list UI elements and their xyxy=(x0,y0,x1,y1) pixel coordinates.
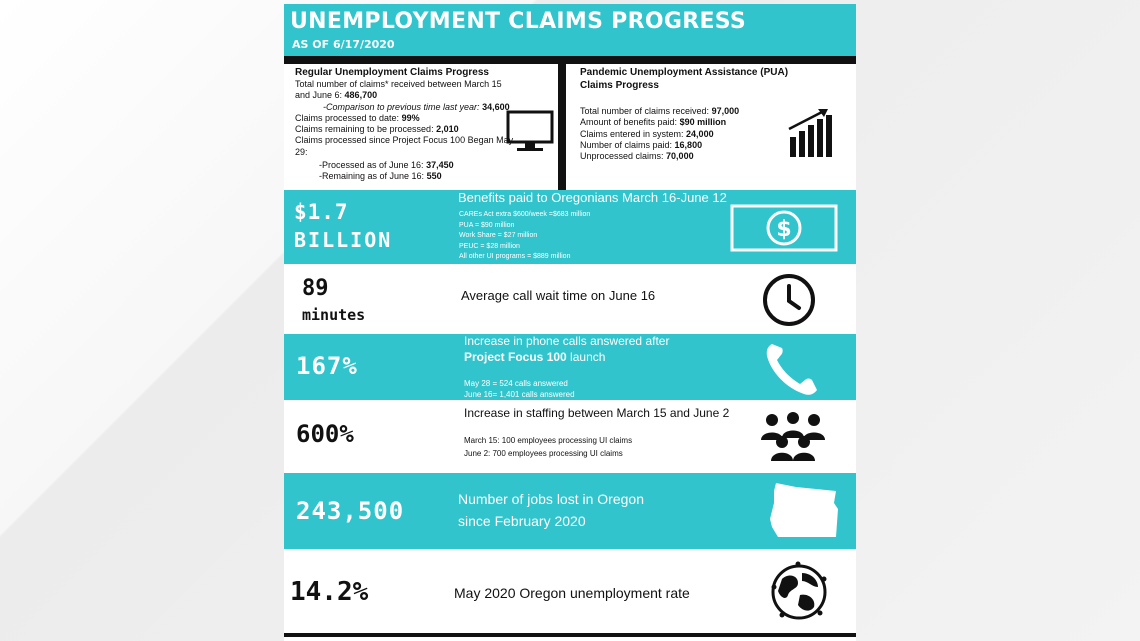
dollar-bill-icon xyxy=(730,204,838,252)
pua-received: Total number of claims received: 97,000 xyxy=(580,106,740,116)
wait-title: Average call wait time on June 16 xyxy=(461,288,656,303)
benefits-detail: All other UI programs = $889 million xyxy=(459,253,571,260)
regular-processed: Claims processed to date: 99% xyxy=(295,112,420,123)
benefits-detail: PUA = $90 million xyxy=(459,221,515,229)
jobs-title-2: since February 2020 xyxy=(458,513,586,529)
staffing-detail: March 15: 100 employees processing UI claims xyxy=(464,436,633,445)
benefits-big-1: $1.7 xyxy=(294,200,349,224)
regular-comparison: -Comparison to previous time last year: 34,600 xyxy=(323,101,510,112)
page-subtitle: AS OF 6/17/2020 xyxy=(292,38,395,51)
staffing-big: 600% xyxy=(296,420,354,448)
benefits-detail: PEUC = $28 million xyxy=(459,242,520,250)
rate-big: 14.2% xyxy=(290,577,369,607)
benefits-detail: Work Share = $27 million xyxy=(459,232,538,239)
pua-heading-2: Claims Progress xyxy=(580,80,659,91)
calls-row xyxy=(284,334,856,400)
column-divider xyxy=(558,64,566,192)
header-banner xyxy=(284,4,856,56)
jobs-row xyxy=(284,473,856,549)
clock-icon xyxy=(761,272,817,328)
regular-processed-june: -Processed as of June 16: 37,450 xyxy=(319,160,454,171)
wait-time-row xyxy=(284,264,856,334)
calls-detail: June 16= 1,401 calls answered xyxy=(464,390,575,399)
calls-big: 167% xyxy=(296,352,358,380)
regular-line1: Total number of claims* received between March 15 xyxy=(295,79,502,89)
regular-line1b: and June 6: 486,700 xyxy=(295,90,378,101)
svg-text:$: $ xyxy=(776,217,792,242)
pua-entered: Claims entered in system: 24,000 xyxy=(580,128,714,139)
globe-icon xyxy=(768,561,830,623)
phone-icon xyxy=(762,340,822,398)
regular-remaining-june: -Remaining as of June 16: 550 xyxy=(319,171,442,182)
benefits-row xyxy=(284,190,856,264)
oregon-map-icon xyxy=(768,481,840,541)
infographic xyxy=(284,4,856,641)
bar-chart-growth-icon xyxy=(786,107,834,159)
regular-claims-heading: Regular Unemployment Claims Progress xyxy=(295,67,489,78)
calls-title-2: Project Focus 100 launch xyxy=(464,350,606,364)
staffing-detail: June 2: 700 employees processing UI claims xyxy=(464,449,623,458)
pua-heading-1: Pandemic Unemployment Assistance (PUA) xyxy=(580,67,789,78)
people-group-icon xyxy=(758,408,828,462)
pua-num-paid: Number of claims paid: 16,800 xyxy=(580,139,703,150)
rate-row xyxy=(284,549,856,633)
benefits-big-2: BILLION xyxy=(294,228,393,252)
divider-bar xyxy=(284,56,856,64)
bottom-bar xyxy=(284,633,856,637)
pua-unprocessed: Unprocessed claims: 70,000 xyxy=(580,151,694,162)
staffing-row xyxy=(284,400,856,468)
regular-remaining: Claims remaining to be processed: 2,010 xyxy=(295,124,459,135)
jobs-title-1: Number of jobs lost in Oregon xyxy=(458,491,644,507)
benefits-detail: CAREs Act extra $600/week =$683 million xyxy=(459,211,591,218)
pua-paid: Amount of benefits paid: $90 million xyxy=(580,117,727,128)
calls-detail: May 28 = 524 calls answered xyxy=(464,379,568,388)
jobs-big: 243,500 xyxy=(296,497,405,525)
calls-title-1: Increase in phone calls answered after xyxy=(464,334,670,348)
benefits-title: Benefits paid to Oregonians March 16-June 12 xyxy=(458,190,727,205)
regular-since: Claims processed since Project Focus 100 Began May xyxy=(295,135,514,146)
regular-since-b: 29: xyxy=(295,146,308,157)
staffing-title: Increase in staffing between March 15 and June 2 xyxy=(464,406,730,420)
benefits-details xyxy=(459,210,590,263)
computer-monitor-icon xyxy=(505,109,555,153)
wait-big-2: minutes xyxy=(302,306,366,324)
wait-big-1: 89 xyxy=(302,276,329,301)
page-title: UNEMPLOYMENT CLAIMS PROGRESS xyxy=(290,9,747,34)
rate-title: May 2020 Oregon unemployment rate xyxy=(454,585,690,601)
